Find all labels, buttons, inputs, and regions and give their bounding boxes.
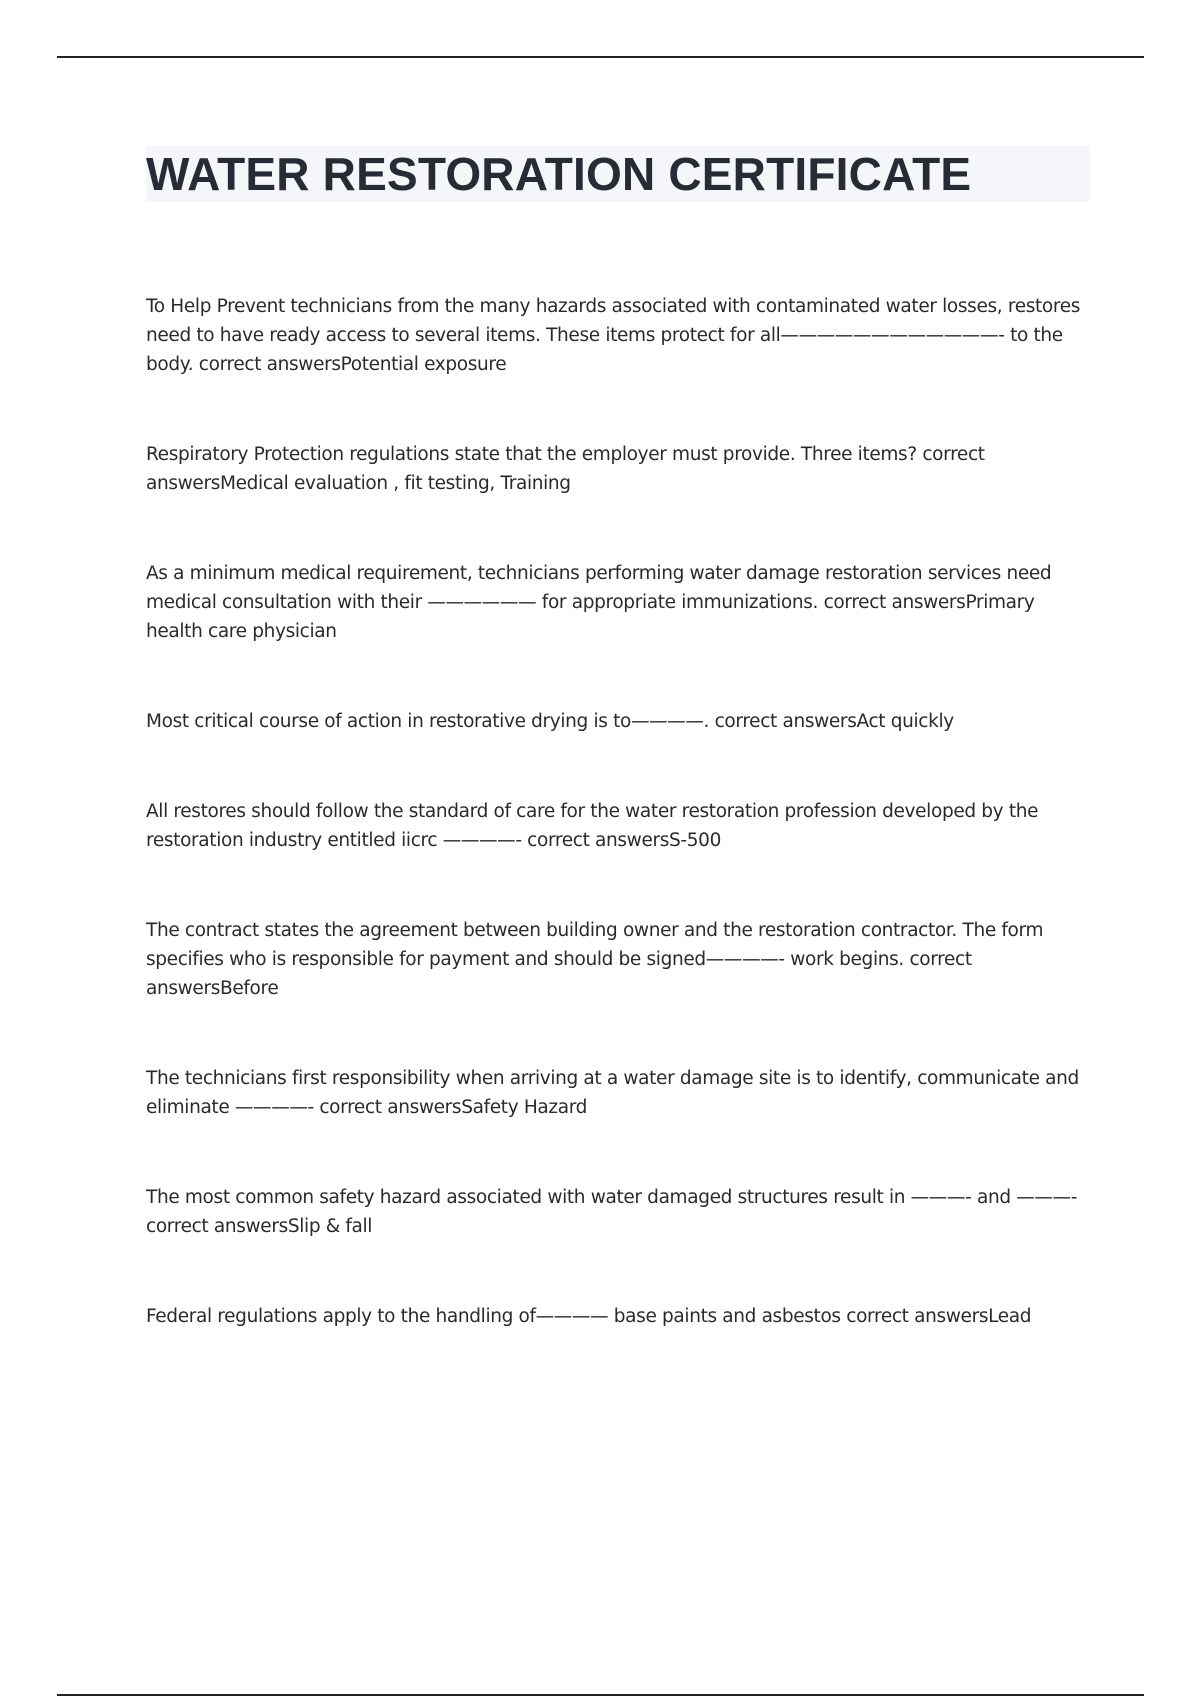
- document-title: WATER RESTORATION CERTIFICATE: [146, 148, 972, 200]
- bottom-rule: [57, 1694, 1144, 1696]
- question-item: As a minimum medical requirement, technicians performing water damage restoration services need medical consultation with their —————— for appropriate immunizations. correct answersPrimary health care physician: [146, 563, 1052, 642]
- question-item: Federal regulations apply to the handling of———— base paints and asbestos correct answersLead: [146, 1306, 1032, 1327]
- question-item: The contract states the agreement between building owner and the restoration contractor. The form specifies who is responsible for payment and should be signed————- work begins. correct answersBefore: [146, 920, 1044, 999]
- question-item: To Help Prevent technicians from the many hazards associated with contaminated water losses, restores need to have ready access to several items. These items protect for all————————————- to the body. correct answersPotential exposure: [146, 296, 1081, 375]
- question-item: The most common safety hazard associated with water damaged structures result in ———- and ———- correct answersSlip & fall: [146, 1187, 1078, 1237]
- question-item: All restores should follow the standard of care for the water restoration profession developed by the restoration industry entitled iicrc ————- correct answersS-500: [146, 801, 1039, 851]
- question-item: The technicians first responsibility when arriving at a water damage site is to identify, communicate and eliminate ————- correct answersSafety Hazard: [146, 1068, 1079, 1118]
- question-item: Respiratory Protection regulations state that the employer must provide. Three items? correct answersMedical evaluation , fit testing, Training: [146, 444, 985, 494]
- question-item: Most critical course of action in restorative drying is to————. correct answersAct quickly: [146, 711, 954, 732]
- question-list: [146, 292, 1090, 1392]
- title-banner: [146, 146, 1090, 202]
- top-rule: [57, 56, 1144, 58]
